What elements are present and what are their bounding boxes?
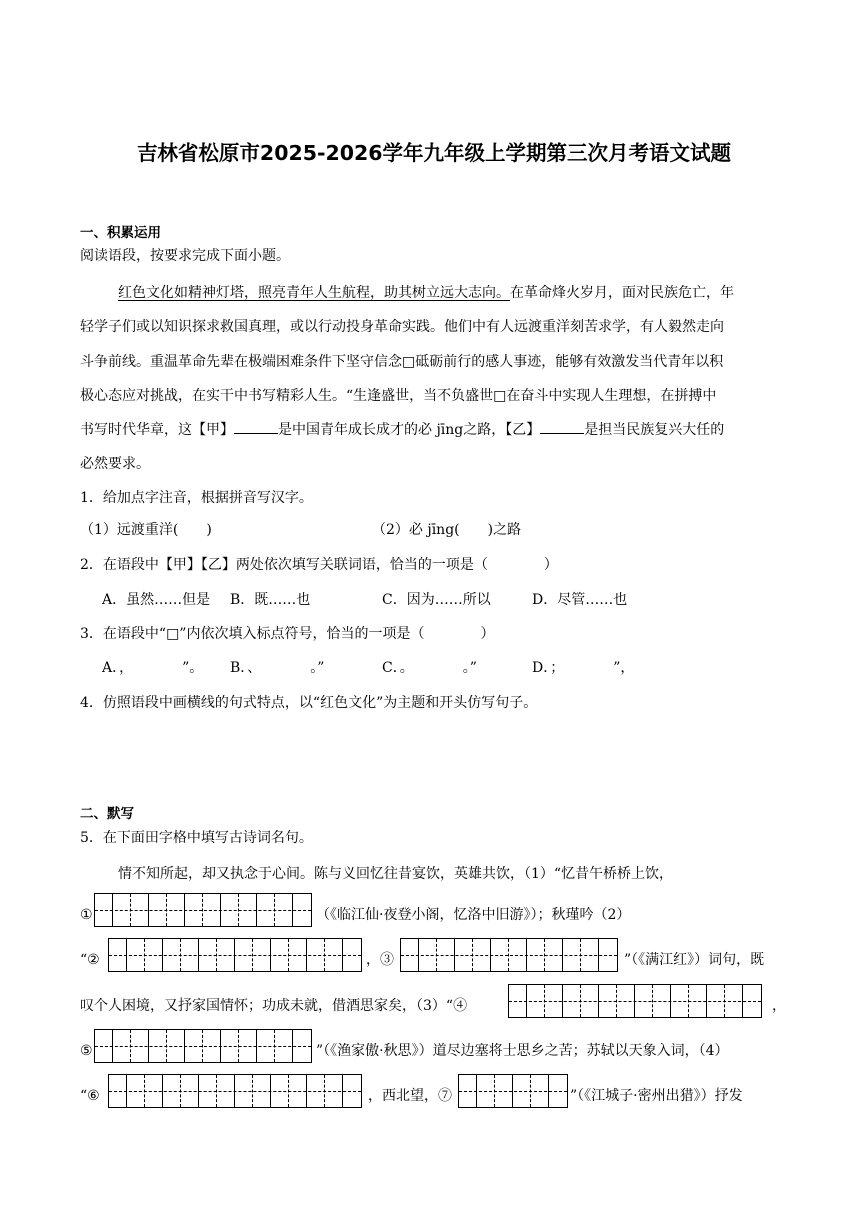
- question-1-part-1: （1）远渡重洋( ): [80, 522, 212, 538]
- writing-grid-2[interactable]: [108, 938, 362, 972]
- passage-line-5-a: 书写时代华章，这【甲】: [80, 422, 234, 438]
- dictation-line-6-rest: ”（《江城子·密州出猎》）抒发: [570, 1088, 743, 1104]
- dictation-line-1: 情不知所起，却又执念于心间。陈与义回忆往昔宴饮，英雄共饮，（1）“忆昔午桥桥上饮，: [118, 866, 674, 882]
- passage-line-2: 轻学子们或以知识探求救国真理，或以行动投身革命实践。他们中有人远渡重洋刻苦求学，有人毅然走向: [80, 319, 724, 335]
- passage-line-1: [118, 283, 734, 303]
- question-5: 5．在下面田字格中填写古诗词名句。: [80, 830, 313, 846]
- q2-option-d: D．尽管……也: [532, 592, 628, 608]
- label-6: “⑥: [80, 1088, 100, 1104]
- page-title: 吉林省松原市2025-2026学年九年级上学期第三次月考语文试题: [136, 141, 732, 165]
- passage-line-3: 斗争前线。重温革命先辈在极端困难条件下坚守信念□砥砺前行的感人事迹，能够有效激发当代青年以积: [80, 354, 724, 370]
- blank-yi[interactable]: [540, 421, 584, 434]
- q2-option-b: B．既……也: [230, 592, 311, 608]
- passage-line-1-rest: 在革命烽火岁月，面对民族危亡，年: [510, 285, 734, 301]
- label-2: “②: [80, 952, 100, 968]
- question-3: 3．在语段中“□”内依次填入标点符号，恰当的一项是（ ）: [80, 626, 495, 642]
- intro-text: 阅读语段，按要求完成下面小题。: [80, 248, 290, 264]
- section-heading-1: 一、积累运用: [80, 225, 161, 241]
- q2-option-c: C．因为……所以: [382, 592, 491, 608]
- underlined-sentence: 红色文化如精神灯塔，照亮青年人生航程，助其树立远大志向。: [118, 285, 510, 301]
- dictation-line-6-mid: ，西北望，⑦: [368, 1088, 452, 1104]
- section-heading-2: 二、默写: [80, 806, 134, 822]
- passage-line-5: [80, 420, 724, 440]
- dictation-line-2-rest: （《临江仙·夜登小阁，忆洛中旧游》）；秋瑾吟（2）: [316, 907, 631, 923]
- passage-line-6: 必然要求。: [80, 456, 150, 472]
- dictation-line-4: 叹个人困境，又抒家国情怀；功成未就，借酒思家矣，（3）“④: [80, 998, 468, 1014]
- q3-option-b: B．、 。”: [230, 660, 325, 676]
- blank-jia[interactable]: [234, 421, 278, 434]
- writing-grid-6[interactable]: [108, 1074, 362, 1108]
- dictation-line-3-rest: ”（《满江红》）词句，既: [624, 952, 765, 968]
- question-1: 1．给加点字注音，根据拼音写汉字。: [80, 490, 313, 506]
- question-4: 4．仿照语段中画横线的句式特点，以“红色文化”为主题和开头仿写句子。: [80, 695, 538, 711]
- label-5: ⑤: [80, 1043, 93, 1059]
- q3-option-c: C．。 。”: [382, 660, 477, 676]
- q3-option-a: A．， ”。: [102, 660, 204, 676]
- label-3: ，③: [366, 952, 394, 968]
- q3-option-d: D．； ”，: [532, 660, 635, 676]
- writing-grid-4[interactable]: [508, 984, 762, 1018]
- passage-line-5-c: 是担当民族复兴大任的: [584, 422, 725, 438]
- passage-line-4: 极心态应对挑战，在实干中书写精彩人生。“生逢盛世，当不负盛世□在奋斗中实现人生理想，在拼搏中: [80, 388, 717, 404]
- writing-grid-1[interactable]: [94, 893, 312, 927]
- label-1: ①: [80, 907, 93, 923]
- writing-grid-5[interactable]: [94, 1029, 312, 1063]
- writing-grid-3[interactable]: [400, 938, 618, 972]
- passage-line-5-b: 是中国青年成长成才的必 jīng之路，【乙】: [278, 422, 541, 438]
- dictation-line-5-rest: ”（《渔家傲·秋思》）道尽边塞将士思乡之苦；苏轼以天象入词，（4）: [316, 1043, 729, 1059]
- question-2: 2．在语段中【甲】【乙】两处依次填写关联词语，恰当的一项是（ ）: [80, 557, 558, 573]
- q2-option-a: A．虽然……但是: [102, 592, 211, 608]
- writing-grid-7[interactable]: [458, 1074, 568, 1108]
- question-1-part-2: （2）必 jīng( )之路: [372, 522, 522, 538]
- dictation-line-4-end: ，: [772, 998, 786, 1014]
